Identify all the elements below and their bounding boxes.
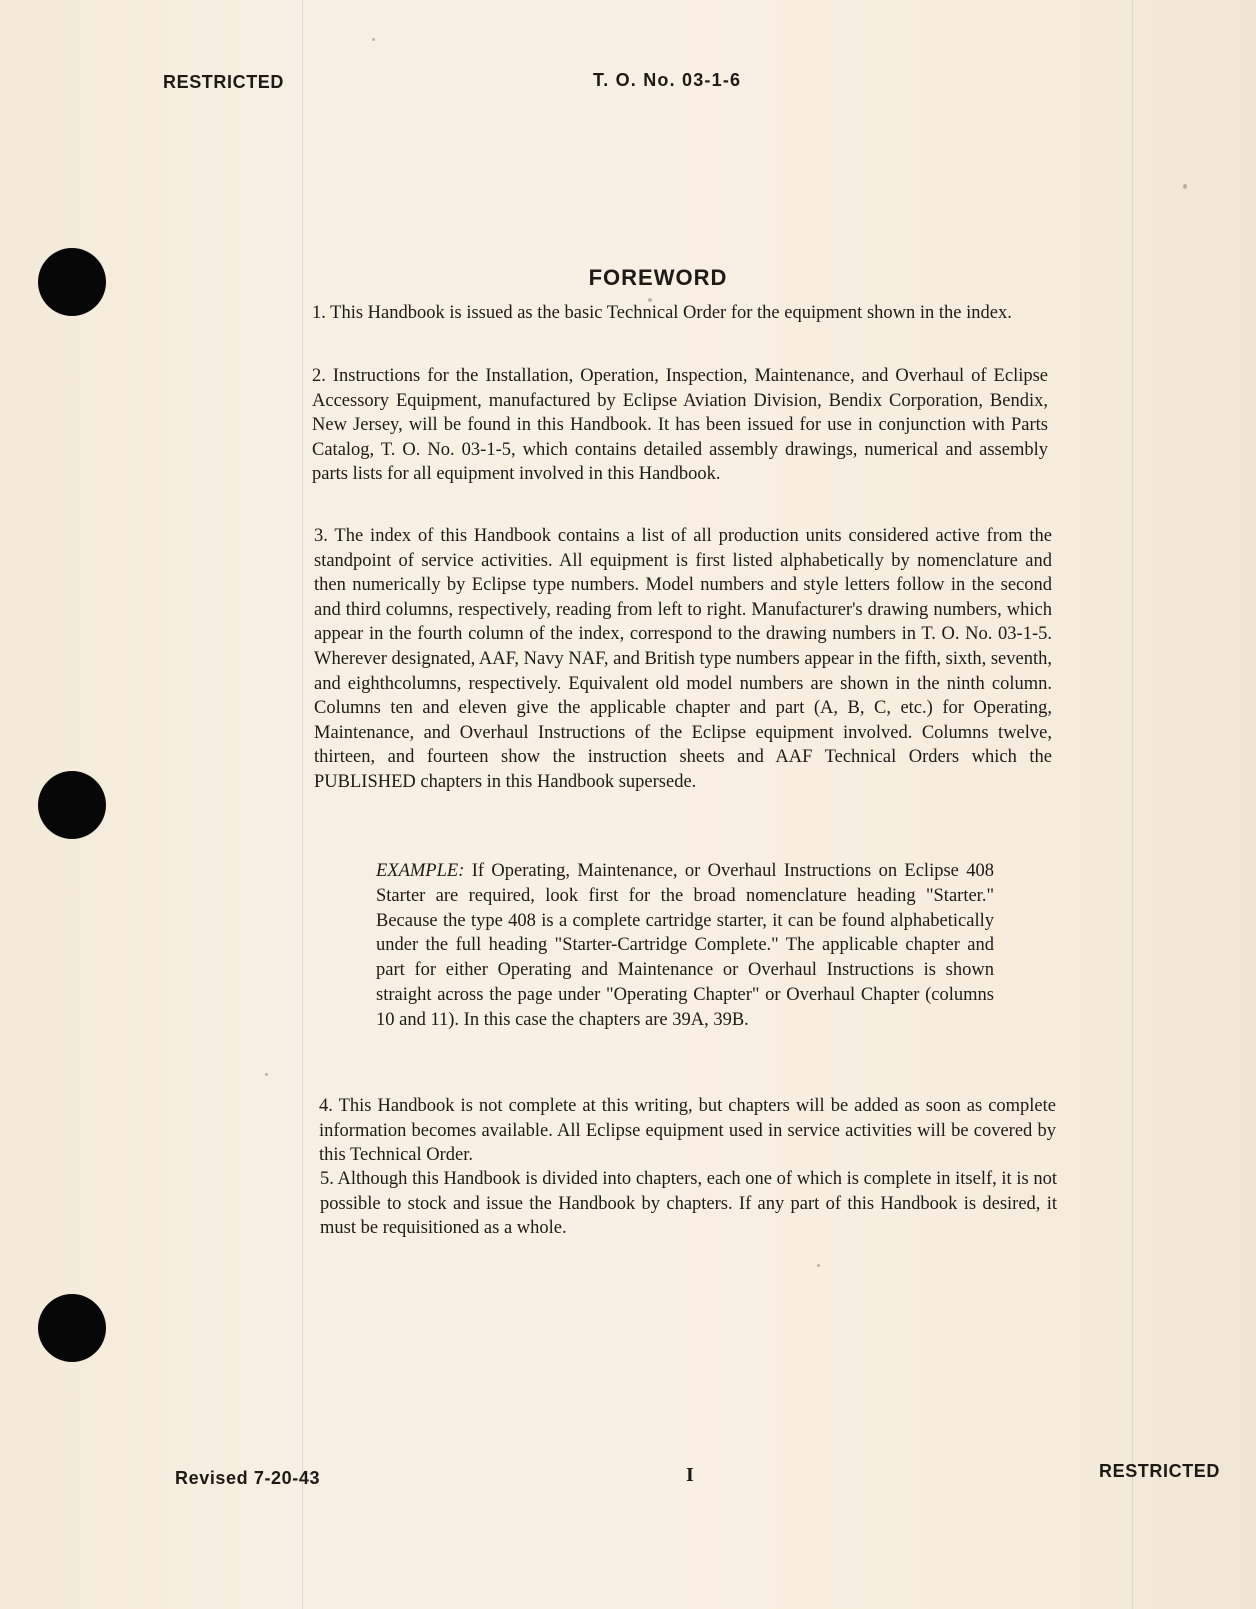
binder-hole-bottom (38, 1294, 106, 1362)
paragraph-number: 4. (319, 1096, 333, 1116)
paper-speck (265, 1073, 268, 1076)
header-order-number: T. O. No. 03-1-6 (593, 70, 742, 90)
paragraph-text: The index of this Handbook contains a list of all production units considered active from the standpoint of service activities. All equipment is first listed alphabetically by nomenclature and then numerically by Eclipse type numbers. Model numbers and style letters follow in the second and third columns, respectively, reading from left to right. Manufacturer's drawing numbers, which appear in the fourth column of the index, correspond to the drawing numbers in T. O. No. 03-1-5. Wherever designated, AAF, Navy NAF, and British type numbers appear in the fifth, sixth, seventh, and eighthcolumns, respectively. Equivalent old model numbers are shown in the ninth column. Columns ten and eleven give the applicable chapter and part (A, B, C, etc.) for Operating, Maintenance, and Overhaul Instructions of the Eclipse equipment involved. Columns twelve, thirteen, and fourteen show the instruction sheets and AAF Technical Orders which the PUBLISHED chapters in this Handbook supersede. (314, 526, 1052, 792)
paragraph-number: 1. (312, 303, 326, 323)
page-crease-right (1132, 0, 1133, 1609)
binder-hole-middle (38, 771, 106, 839)
example-label: EXAMPLE: (376, 861, 465, 881)
paragraph-number: 2. (312, 366, 326, 386)
paragraph-2 (312, 364, 1048, 487)
paragraph-text: Although this Handbook is divided into chapters, each one of which is complete in itself, it is not possible to stock and issue the Handbook by chapters. If any part of this Handbook is desired, it must be requisitioned as a whole. (320, 1169, 1058, 1239)
footer-classification: RESTRICTED (1099, 1461, 1221, 1481)
paragraph-number: 3. (314, 526, 328, 546)
example-block (376, 859, 994, 1033)
paper-speck (1183, 184, 1187, 189)
paragraph-text: Instructions for the Installation, Operation, Inspection, Maintenance, and Overhaul of Eclipse Accessory Equipment, manufactured by Eclipse Aviation Division, Bendix Corporation, Bendix, New Jersey, will be found in this Handbook. It has been issued for use in conjunction with Parts Catalog, T. O. No. 03-1-5, which contains detailed assembly drawings, numerical and assembly parts lists for all equipment involved in this Handbook. (312, 366, 1049, 485)
header-classification: RESTRICTED (163, 72, 285, 92)
paragraph-3 (314, 524, 1052, 795)
paragraph-number: 5. (320, 1169, 334, 1189)
paragraph-4 (319, 1094, 1056, 1168)
paragraph-5 (320, 1167, 1057, 1241)
footer-page-number: I (686, 1464, 695, 1486)
page-title: FOREWORD (588, 265, 728, 290)
example-text: If Operating, Maintenance, or Overhaul Instructions on Eclipse 408 Starter are required, look first for the broad nomenclature heading "Starter." Because the type 408 is a complete cartridge starter, it can be found alphabetically under the full heading "Starter-Cartridge Complete." The applicable chapter and part for either Operating and Maintenance or Overhaul Instructions is shown straight across the page under "Operating Chapter" or Overhaul Chapter (columns 10 and 11). In this case the chapters are 39A, 39B. (376, 861, 994, 1030)
paragraph-1 (312, 301, 1046, 326)
paragraph-text: This Handbook is issued as the basic Technical Order for the equipment shown in the index. (330, 303, 1012, 323)
paragraph-text: This Handbook is not complete at this writing, but chapters will be added as soon as complete information becomes available. All Eclipse equipment used in service activities will be covered by this Technical Order. (319, 1096, 1056, 1166)
paper-speck (817, 1264, 820, 1267)
footer-revision: Revised 7-20-43 (175, 1468, 321, 1488)
paper-speck (372, 38, 375, 41)
page-crease-left (302, 0, 303, 1609)
